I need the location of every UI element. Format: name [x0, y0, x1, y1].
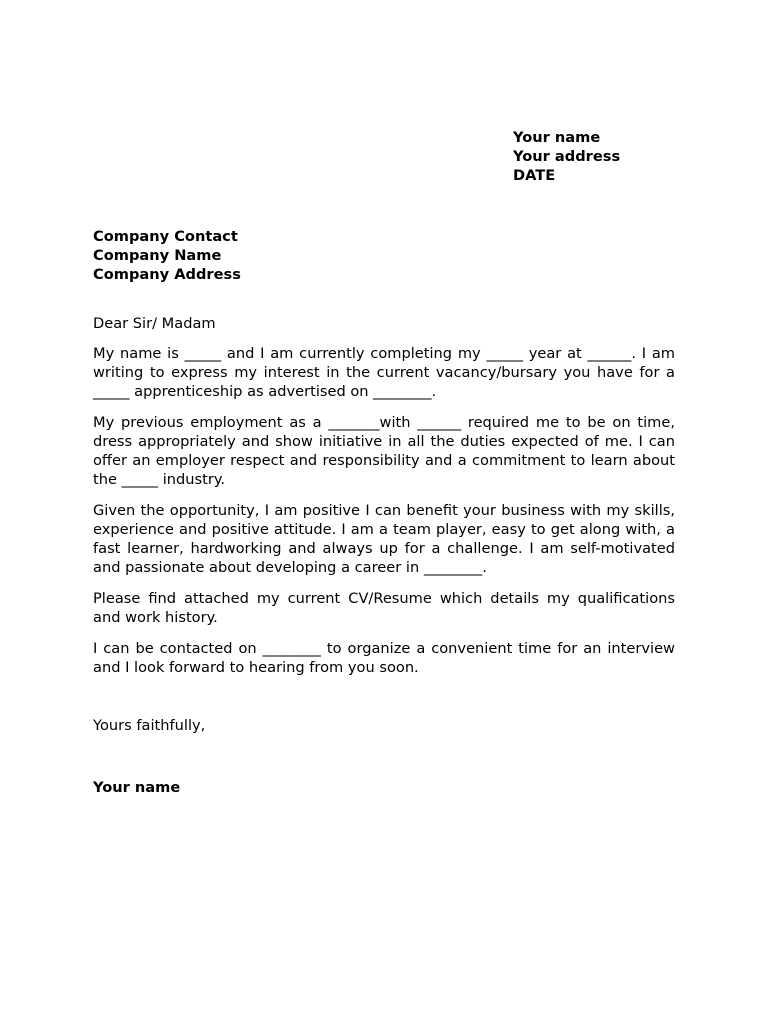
letter-body [93, 314, 675, 689]
body-paragraph-intro: My name is _____ and I am currently completing my _____ year at ______. I am writing to express my interest in the current vacancy/bursary you have for a _____ apprenticeship as advertised on ________. [93, 345, 675, 400]
sender-date: DATE [513, 167, 556, 184]
sender-address: Your address [513, 148, 621, 165]
body-paragraph-attachment: Please find attached my current CV/Resume which details my qualifications and work history. [93, 590, 675, 626]
body-paragraph-contact: I can be contacted on ________ to organize a convenient time for an interview and I look forward to hearing from you soon. [93, 640, 675, 676]
body-paragraph-opportunity: Given the opportunity, I am positive I can benefit your business with my skills, experience and positive attitude. I am a team player, easy to get along with, a fast learner, hardworking and always up for a challenge. I am self-motivated and passionate about developing a career in ________. [93, 502, 675, 576]
closing: Yours faithfully, [93, 717, 206, 734]
recipient-company-address: Company Address [93, 266, 241, 283]
recipient-contact: Company Contact [93, 228, 238, 245]
sender-block [513, 128, 620, 185]
signature-name: Your name [93, 779, 181, 796]
recipient-block [93, 227, 241, 284]
recipient-company-name: Company Name [93, 247, 222, 264]
salutation: Dear Sir/ Madam [93, 315, 216, 332]
body-paragraph-employment: My previous employment as a _______with ______ required me to be on time, dress appropriately and show initiative in all the duties expected of me. I can offer an employer respect and responsibility and a commitment to learn about the _____ industry. [93, 414, 675, 488]
sender-name: Your name [513, 129, 601, 146]
